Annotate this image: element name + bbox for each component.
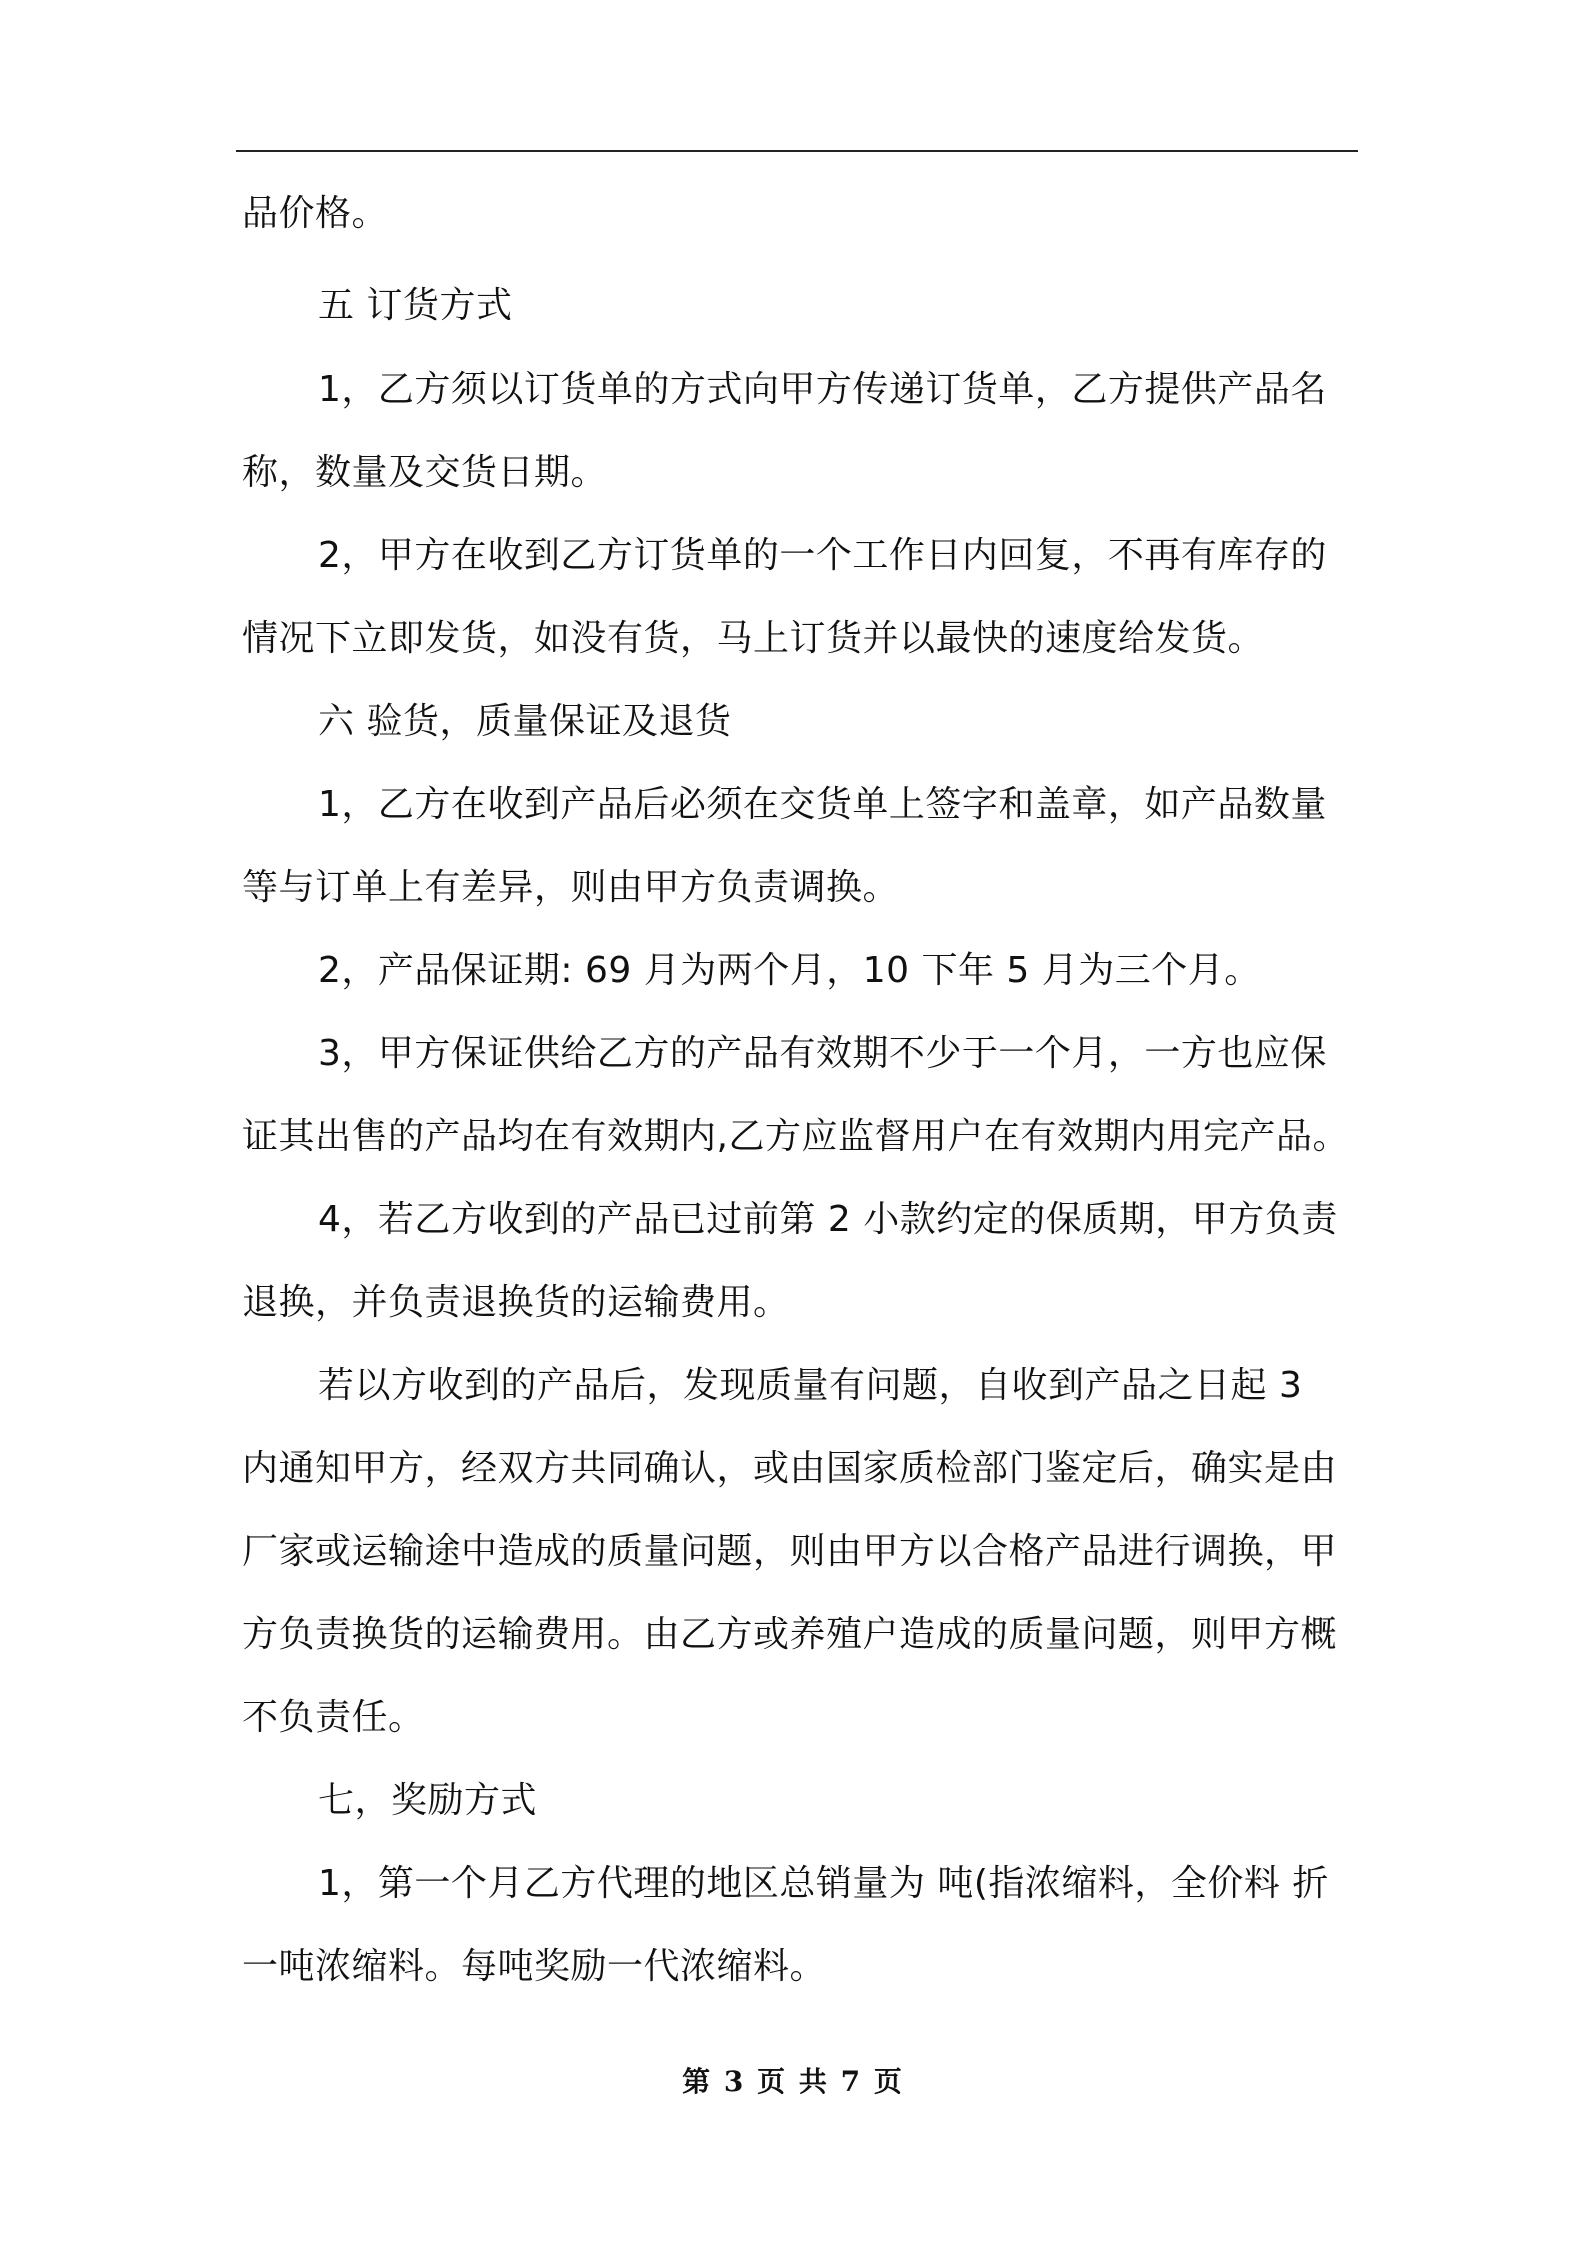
page-number: 第 3 页 共 7 页 [682,2065,904,2098]
paragraph-line: 品价格。 [242,193,389,234]
section-heading: 七，奖励方式 [318,1780,538,1821]
paragraph-line: 方负责换货的运输费用。由乙方或养殖户造成的质量问题，则甲方概 [242,1614,1338,1655]
paragraph-line: 等与订单上有差异，则由甲方负责调换。 [242,867,900,908]
paragraph-line: 2，产品保证期: 69 月为两个月，10 下年 5 月为三个月。 [318,950,1261,991]
paragraph-line: 一吨浓缩料。每吨奖励一代浓缩料。 [242,1946,827,1987]
paragraph-line: 若以方收到的产品后，发现质量有问题，自收到产品之日起 3 [318,1365,1303,1406]
paragraph-line: 退换，并负责退换货的运输费用。 [242,1282,790,1323]
paragraph-line: 1，乙方在收到产品后必须在交货单上签字和盖章，如产品数量 [318,784,1327,825]
header-rule [236,150,1358,152]
paragraph-line: 称，数量及交货日期。 [242,452,608,493]
paragraph-line: 不负责任。 [242,1697,425,1738]
section-heading: 六 验货，质量保证及退货 [318,701,732,742]
paragraph-line: 内通知甲方，经双方共同确认，或由国家质检部门鉴定后，确实是由 [242,1448,1338,1489]
paragraph-line: 情况下立即发货，如没有货，马上订货并以最快的速度给发货。 [242,618,1265,659]
section-heading: 五 订货方式 [318,285,513,326]
paragraph-line: 2，甲方在收到乙方订货单的一个工作日内回复，不再有库存的 [318,535,1327,576]
paragraph-line: 4，若乙方收到的产品已过前第 2 小款约定的保质期，甲方负责 [318,1199,1338,1240]
paragraph-line: 证其出售的产品均在有效期内,乙方应监督用户在有效期内用完产品。 [242,1116,1349,1157]
paragraph-line: 1，乙方须以订货单的方式向甲方传递订货单，乙方提供产品名 [318,369,1327,410]
paragraph-line: 1，第一个月乙方代理的地区总销量为 吨(指浓缩料，全价料 折 [318,1863,1329,1904]
paragraph-line: 3，甲方保证供给乙方的产品有效期不少于一个月，一方也应保 [318,1033,1327,1074]
paragraph-line: 厂家或运输途中造成的质量问题，则由甲方以合格产品进行调换，甲 [242,1531,1338,1572]
